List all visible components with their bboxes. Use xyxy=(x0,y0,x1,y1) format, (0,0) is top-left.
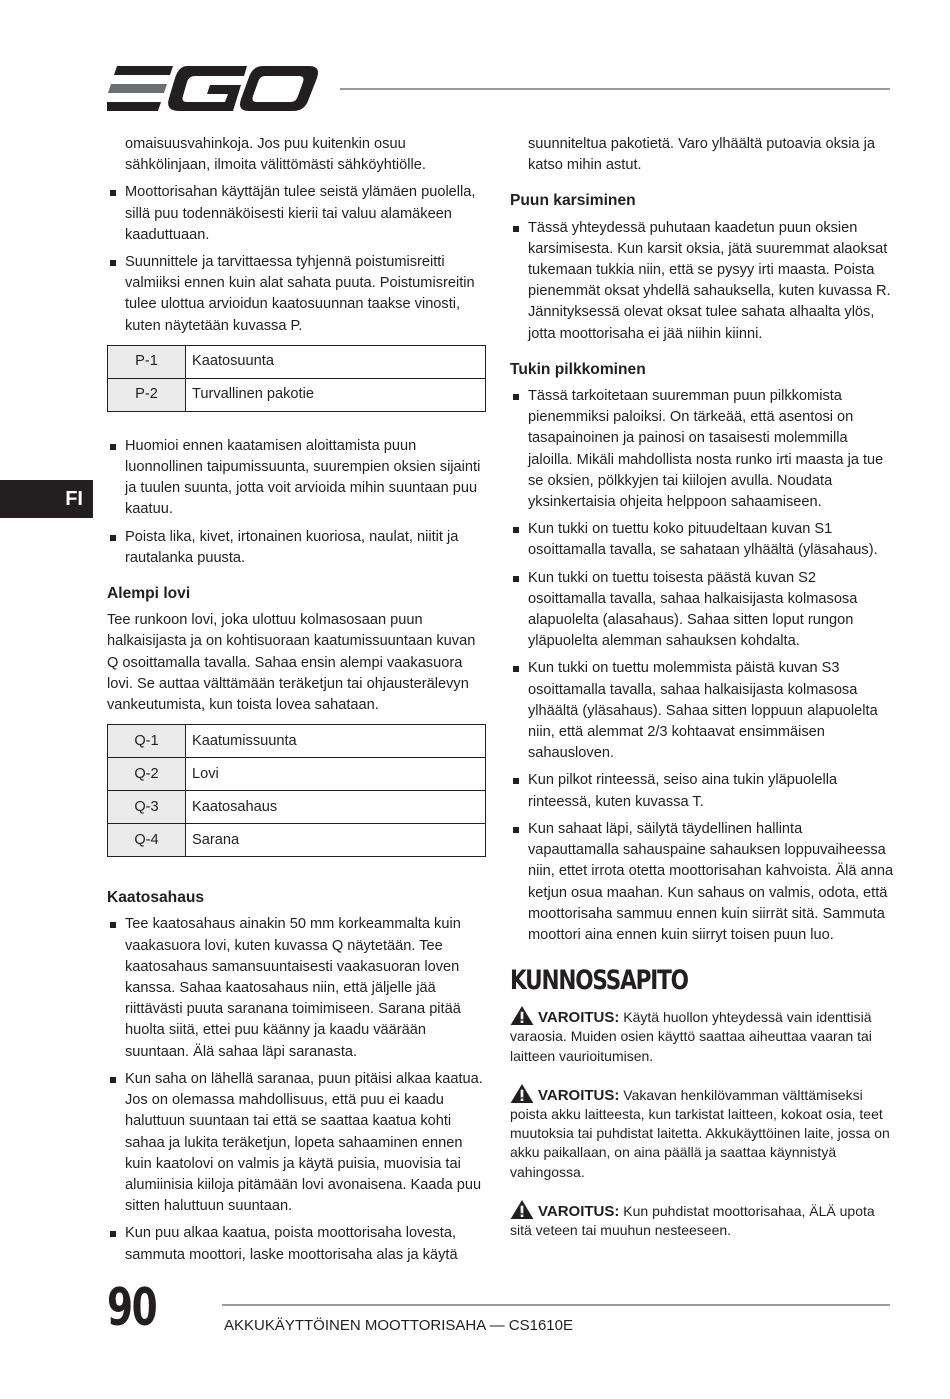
bullet-list-b xyxy=(107,436,489,569)
list-item: Poista lika, kivet, irtonainen kuoriosa, naulat, niitit ja rautalanka puusta. xyxy=(107,527,489,569)
table-row xyxy=(108,725,486,758)
legend-label: Kaatosuunta xyxy=(186,345,486,378)
right-column xyxy=(510,134,894,1258)
warning-label: VAROITUS: xyxy=(538,1086,620,1104)
warning-text: Käytä huollon yhteydessä vain identtisiä varaosia. Muiden osien käyttö saattaa aiheuttaa vaaran tai laitteen vaurioitumisen. xyxy=(510,1009,872,1064)
section-title: KUNNOSSAPITO xyxy=(510,965,688,997)
bullet-list-karsiminen xyxy=(510,218,894,345)
heading-alempi-lovi: Alempi lovi xyxy=(107,585,191,603)
warning-text: Kun puhdistat moottorisahaa, ÄLÄ upota sitä veteen tai muuhun nesteeseen. xyxy=(510,1202,875,1238)
continued-paragraph: suunniteltua pakotietä. Varo ylhäältä putoavia oksia ja katso mihin astut. xyxy=(528,136,875,174)
table-row xyxy=(108,824,486,857)
legend-label: Kaatosahaus xyxy=(186,791,486,824)
list-item: Moottorisahan käyttäjän tulee seistä ylämäen puolella, sillä puu todennäköisesti kierii tai valuu alamäkeen kaaduttuaan. xyxy=(107,182,489,246)
footer-title: AKKUKÄYTTÖINEN MOOTTORISAHA — CS1610E xyxy=(224,1317,573,1334)
list-item: Kun pilkot rinteessä, seiso aina tukin yläpuolella rinteessä, kuten kuvassa T. xyxy=(510,770,894,812)
legend-table-q xyxy=(107,724,486,857)
warning-triangle-icon xyxy=(510,1006,534,1025)
list-item: Kun saha on lähellä saranaa, puun pitäisi alkaa kaatua. Jos on olemassa mahdollisuus, että puu ei kaadu haluttuun suuntaan tai että se saattaa kaatua kohti sahaa ja lukita teräketjun, lopeta sahaaminen ennen kuin kaatolovi on valmis ja käytä puisia, muovisia tai alumiinisia kiiloja pitämään lovi avonaisena. Kaada puu sitten haluttuun suuntaan. xyxy=(107,1069,489,1217)
warning-triangle-icon xyxy=(510,1084,534,1103)
warning-block xyxy=(510,1006,894,1066)
list-item: Tässä yhteydessä puhutaan kaadetun puun oksien karsimisesta. Kun karsit oksia, jätä suuremmat alaoksat tukemaan tukkia niin, että se pysyy irti maasta. Poista pienemmät oksat yhdellä sahauksella, kuten kuvassa R. Jännityksessä olevat oksat tulee sahata alhaalta ylös, jotta moottorisaha ei jää niihin kiinni. xyxy=(510,218,894,345)
list-item: Kun tukki on tuettu molemmista päistä kuvan S3 osoittamalla tavalla, sahaa halkaisijasta kolmasosa ylhäältä (yläsahaus). Sahaa sitten loppuun alapuolelta niin, että alemmat 2/3 kohtaavat ensimmäisen sahausloven. xyxy=(510,658,894,764)
list-item: Kun tukki on tuettu koko pituudeltaan kuvan S1 osoittamalla tavalla, se sahataan ylhäältä (yläsahaus). xyxy=(510,519,894,561)
table-row xyxy=(108,378,486,411)
warning-block xyxy=(510,1084,894,1182)
bullet-list-a xyxy=(107,182,489,336)
list-item: Tee kaatosahaus ainakin 50 mm korkeammalta kuin vaakasuora lovi, kuten kuvassa Q näytetään. Tee kaatosahaus samansuuntaisesti vaakasuoran loven kanssa. Sahaa kaatosahaus niin, että jäljelle jää riittävästi puuta saranana toimimiseen. Sarana pitää huolta siitä, ettei puu käänny ja kaadu väärään suuntaan. Älä sahaa läpi saranasta. xyxy=(107,914,489,1062)
table-row xyxy=(108,758,486,791)
lovi-paragraph: Tee runkoon lovi, joka ulottuu kolmasosaan puun halkaisijasta ja on kohtisuoraan kaatumissuuntaan kuvan Q osoittamalla tavalla. Sahaa ensin alempi vaakasuora lovi. Se auttaa välttämään teräketjun tai ohjausterälevyn vankeutumista, kun toista lovea sahataan. xyxy=(107,612,476,714)
language-tab: FI xyxy=(0,480,93,518)
legend-code: P-1 xyxy=(108,345,186,378)
warning-label: VAROITUS: xyxy=(538,1009,620,1027)
footer-rule xyxy=(222,1304,890,1306)
heading-pilkkominen: Tukin pilkkominen xyxy=(510,360,646,378)
page-number: 90 xyxy=(107,1278,157,1338)
warning-text: Vakavan henkilövamman välttämiseksi poista akku laitteesta, kun tarkistat laitteen, kokoat osia, teet muutoksia tai puhdistat laitetta. Akkukäyttöinen laite, jossa on akku paikallaan, on aina päällä ja saattaa käynnistyä vahingossa. xyxy=(510,1086,890,1180)
legend-code: Q-4 xyxy=(108,824,186,857)
table-row xyxy=(108,345,486,378)
list-item: Tässä tarkoitetaan suuremman puun pilkkomista pienemmiksi paloiksi. On tärkeää, että asentosi on tasapainoinen ja painosi on tasaisesti molemmilla jaloilla. Mikäli mahdollista nosta runko irti maasta ja tue se oksien, pölkkyjen tai kiilojen avulla. Noudata yksinkertaisia ohjeita helppoon sahaamiseen. xyxy=(510,386,894,513)
legend-label: Turvallinen pakotie xyxy=(186,378,486,411)
warning-triangle-icon xyxy=(510,1200,534,1219)
list-item: Huomioi ennen kaatamisen aloittamista puun luonnollinen taipumissuunta, suurempien oksien sijainti ja tuulen suunta, jotta voit arvioida mihin suuntaan puu kaatuu. xyxy=(107,436,489,521)
heading-karsiminen: Puun karsiminen xyxy=(510,192,636,210)
legend-label: Kaatumissuunta xyxy=(186,725,486,758)
legend-label: Sarana xyxy=(186,824,486,857)
legend-code: Q-1 xyxy=(108,725,186,758)
warning-block xyxy=(510,1200,894,1240)
legend-table-p xyxy=(107,345,486,412)
bullet-list-c xyxy=(107,914,489,1265)
table-row xyxy=(108,791,486,824)
legend-label: Lovi xyxy=(186,758,486,791)
list-item: Kun puu alkaa kaatua, poista moottorisaha lovesta, sammuta moottori, laske moottorisaha alas ja käytä xyxy=(107,1223,489,1265)
left-column xyxy=(107,134,489,1272)
list-item: Kun sahaat läpi, säilytä täydellinen hallinta vapauttamalla sahauspaine sahauksen loppuvaiheessa niin, ettet irrota otetta moottorisahan kahvoista. Älä anna ketjun osua maahan. Kun sahaus on valmis, odota, että moottorisaha sammuu ennen kuin siirrät sitä. Sammuta moottori aina ennen kuin siirryt toisen puun luo. xyxy=(510,819,894,946)
list-item: Kun tukki on tuettu toisesta päästä kuvan S2 osoittamalla tavalla, sahaa halkaisijasta kolmasosa alapuolelta (alasahaus). Sahaa sitten loput rungon yläpuolelta alemman sahauksen kohdalta. xyxy=(510,568,894,653)
ego-logo xyxy=(107,66,319,112)
list-item: Suunnittele ja tarvittaessa tyhjennä poistumisreitti valmiiksi ennen kuin alat sahata puuta. Poistumisreitin tulee ulottua arvioidun kaatosuunnan taakse vinosti, kuten näytetään kuvassa P. xyxy=(107,252,489,337)
heading-kaatosahaus: Kaatosahaus xyxy=(107,889,205,907)
intro-paragraph: omaisuusvahinkoja. Jos puu kuitenkin osuu sähkölinjaan, ilmoita välittömästi sähköyhtiölle. xyxy=(125,136,426,174)
header-rule xyxy=(340,88,890,90)
legend-code: Q-2 xyxy=(108,758,186,791)
bullet-list-pilkkominen xyxy=(510,386,894,946)
warning-label: VAROITUS: xyxy=(538,1202,620,1220)
legend-code: P-2 xyxy=(108,378,186,411)
legend-code: Q-3 xyxy=(108,791,186,824)
